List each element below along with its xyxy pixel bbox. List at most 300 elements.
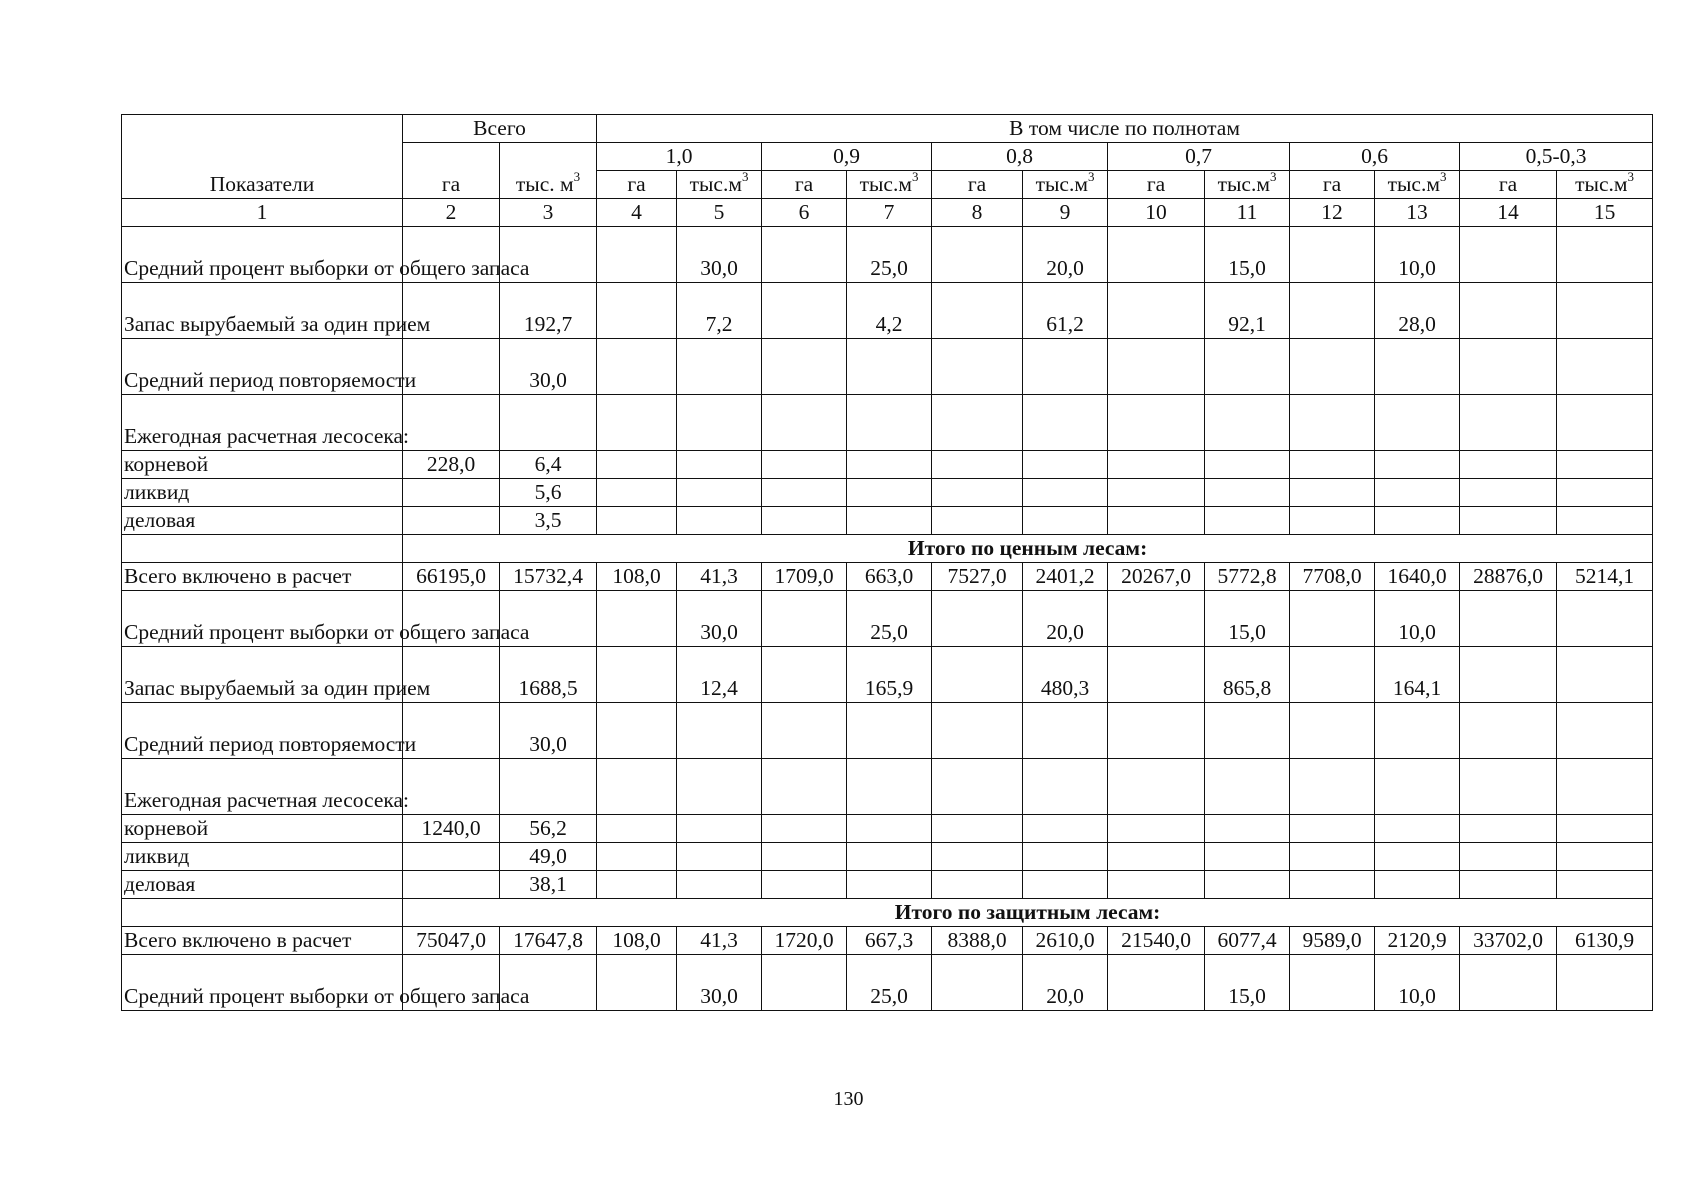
section-row	[122, 535, 1653, 563]
table-cell: 30,0	[677, 227, 762, 283]
table-cell: 20,0	[1023, 955, 1108, 1011]
table-cell	[677, 451, 762, 479]
table-cell	[1290, 507, 1375, 535]
table-cell: 1709,0	[762, 563, 847, 591]
table-cell	[1205, 395, 1290, 451]
table-cell	[762, 591, 847, 647]
table-cell	[1557, 479, 1653, 507]
table-cell: 30,0	[677, 591, 762, 647]
table-cell	[1023, 843, 1108, 871]
table-cell	[762, 479, 847, 507]
table-cell: 92,1	[1205, 283, 1290, 339]
table-cell	[1460, 843, 1557, 871]
table-body	[122, 115, 1653, 1011]
table-cell	[1375, 843, 1460, 871]
column-number: 8	[932, 199, 1023, 227]
table-cell: 10,0	[1375, 227, 1460, 283]
table-cell	[1023, 871, 1108, 899]
table-cell	[1290, 227, 1375, 283]
table-cell	[500, 759, 597, 815]
header-row-1	[122, 115, 1653, 143]
density-header: 1,0	[597, 143, 762, 171]
table-cell	[1205, 843, 1290, 871]
table-cell: 7527,0	[932, 563, 1023, 591]
table-cell	[1375, 395, 1460, 451]
table-row	[122, 451, 1653, 479]
unit-ha-cell: га	[597, 171, 677, 199]
density-header: 0,8	[932, 143, 1108, 171]
table-cell	[762, 395, 847, 451]
table-cell: 75047,0	[403, 927, 500, 955]
table-cell	[1557, 843, 1653, 871]
table-cell	[1108, 955, 1205, 1011]
table-cell	[677, 759, 762, 815]
table-cell	[1290, 451, 1375, 479]
table-cell: 108,0	[597, 927, 677, 955]
table-cell	[677, 843, 762, 871]
table-cell	[1205, 759, 1290, 815]
table-cell	[1023, 339, 1108, 395]
column-number: 14	[1460, 199, 1557, 227]
column-number: 3	[500, 199, 597, 227]
table-cell	[677, 871, 762, 899]
table-row	[122, 283, 1653, 339]
table-cell	[932, 227, 1023, 283]
indicators-header: Показатели	[122, 115, 403, 199]
table-row	[122, 479, 1653, 507]
table-cell	[403, 871, 500, 899]
row-label: Ежегодная расчетная лесосека:	[122, 395, 403, 451]
column-number: 5	[677, 199, 762, 227]
table-cell	[847, 871, 932, 899]
unit-volume-cell: $тыс.м^3$	[847, 171, 932, 199]
table-cell	[597, 703, 677, 759]
table-cell	[1557, 647, 1653, 703]
table-cell	[847, 479, 932, 507]
table-cell	[1023, 395, 1108, 451]
table-cell: 20,0	[1023, 591, 1108, 647]
table-cell: 15732,4	[500, 563, 597, 591]
column-number: 4	[597, 199, 677, 227]
table-cell	[1290, 815, 1375, 843]
table-cell	[1375, 507, 1460, 535]
table-cell	[1205, 871, 1290, 899]
table-cell: 5772,8	[1205, 563, 1290, 591]
table-cell	[597, 591, 677, 647]
table-row	[122, 843, 1653, 871]
table-cell: 61,2	[1023, 283, 1108, 339]
table-cell	[762, 815, 847, 843]
table-cell	[1108, 815, 1205, 843]
row-label: Запас вырубаемый за один прием	[122, 647, 403, 703]
table-cell	[762, 339, 847, 395]
row-label: Запас вырубаемый за один прием	[122, 283, 403, 339]
table-cell: 28,0	[1375, 283, 1460, 339]
table-cell	[932, 591, 1023, 647]
table-cell	[1460, 395, 1557, 451]
table-cell	[1205, 451, 1290, 479]
table-cell	[1460, 647, 1557, 703]
table-cell	[1108, 283, 1205, 339]
table-cell: 21540,0	[1108, 927, 1205, 955]
column-number: 2	[403, 199, 500, 227]
table-cell: 2610,0	[1023, 927, 1108, 955]
table-cell	[597, 227, 677, 283]
table-cell	[1557, 507, 1653, 535]
section-title: Итого по ценным лесам:	[403, 535, 1653, 563]
table-cell	[597, 395, 677, 451]
column-number: 12	[1290, 199, 1375, 227]
table-cell	[597, 339, 677, 395]
unit-ha-cell: га	[762, 171, 847, 199]
table-cell	[1023, 703, 1108, 759]
table-cell: 30,0	[677, 955, 762, 1011]
table-cell	[1460, 283, 1557, 339]
table-cell: 17647,8	[500, 927, 597, 955]
table-cell	[1460, 703, 1557, 759]
table-cell: 2401,2	[1023, 563, 1108, 591]
table-cell	[500, 395, 597, 451]
table-cell	[403, 395, 500, 451]
table-cell	[847, 815, 932, 843]
table-cell	[1460, 955, 1557, 1011]
table-row	[122, 955, 1653, 1011]
table-cell	[932, 479, 1023, 507]
table-cell	[1557, 339, 1653, 395]
table-cell: 7,2	[677, 283, 762, 339]
table-cell	[403, 339, 500, 395]
table-cell	[1375, 815, 1460, 843]
total-header: Всего	[403, 115, 597, 143]
unit-volume-cell: $тыс.м^3$	[1205, 171, 1290, 199]
table-cell	[1460, 871, 1557, 899]
table-cell	[597, 507, 677, 535]
table-cell	[1108, 395, 1205, 451]
table-cell	[1460, 507, 1557, 535]
table-row	[122, 395, 1653, 451]
table-cell	[1460, 227, 1557, 283]
table-cell	[1205, 339, 1290, 395]
row-label: ликвид	[122, 843, 403, 871]
table-cell	[1290, 591, 1375, 647]
table-cell	[1108, 759, 1205, 815]
table-cell	[403, 843, 500, 871]
table-cell: 192,7	[500, 283, 597, 339]
table-cell: 15,0	[1205, 227, 1290, 283]
table-cell	[597, 843, 677, 871]
total-volume-header: тыс. $м^3$	[500, 143, 597, 199]
table-cell	[1460, 591, 1557, 647]
table-cell	[1108, 703, 1205, 759]
column-number: 10	[1108, 199, 1205, 227]
column-number: 1	[122, 199, 403, 227]
row-label: деловая	[122, 871, 403, 899]
unit-ha-cell: га	[1108, 171, 1205, 199]
table-cell: 1688,5	[500, 647, 597, 703]
table-cell: 5214,1	[1557, 563, 1653, 591]
table-cell	[1290, 871, 1375, 899]
table-cell: 6130,9	[1557, 927, 1653, 955]
row-label: Ежегодная расчетная лесосека:	[122, 759, 403, 815]
table-cell	[762, 955, 847, 1011]
table-cell	[1557, 871, 1653, 899]
row-label: Всего включено в расчет	[122, 563, 403, 591]
table-cell	[677, 815, 762, 843]
row-label: Всего включено в расчет	[122, 927, 403, 955]
table-cell	[1557, 451, 1653, 479]
table-cell	[1557, 227, 1653, 283]
row-label: Средний период повторяемости	[122, 339, 403, 395]
table-cell: 480,3	[1023, 647, 1108, 703]
table-cell: 10,0	[1375, 955, 1460, 1011]
table-row	[122, 759, 1653, 815]
table-cell	[762, 843, 847, 871]
table-row	[122, 507, 1653, 535]
table-row	[122, 871, 1653, 899]
table-cell	[932, 703, 1023, 759]
table-cell: 41,3	[677, 927, 762, 955]
table-cell: 663,0	[847, 563, 932, 591]
table-cell	[1108, 227, 1205, 283]
table-row	[122, 563, 1653, 591]
table-cell	[1460, 479, 1557, 507]
table-cell: 28876,0	[1460, 563, 1557, 591]
table-cell	[1290, 479, 1375, 507]
table-cell	[597, 479, 677, 507]
unit-ha-cell: га	[932, 171, 1023, 199]
table-cell	[403, 703, 500, 759]
table-cell	[1557, 759, 1653, 815]
table-cell	[762, 647, 847, 703]
column-number: 7	[847, 199, 932, 227]
table-cell	[1290, 703, 1375, 759]
table-cell	[847, 843, 932, 871]
table-cell	[932, 871, 1023, 899]
table-cell	[597, 647, 677, 703]
table-cell	[1205, 815, 1290, 843]
table-cell	[1557, 395, 1653, 451]
table-cell	[762, 759, 847, 815]
column-number: 11	[1205, 199, 1290, 227]
column-number: 6	[762, 199, 847, 227]
table-cell: 2120,9	[1375, 927, 1460, 955]
unit-ha-cell: га	[1460, 171, 1557, 199]
table-cell	[597, 283, 677, 339]
table-cell: 865,8	[1205, 647, 1290, 703]
table-cell	[597, 871, 677, 899]
table-cell	[1290, 843, 1375, 871]
table-cell	[932, 451, 1023, 479]
by-density-header: В том числе по полнотам	[597, 115, 1653, 143]
table-cell	[597, 451, 677, 479]
table-cell	[762, 507, 847, 535]
table-cell	[847, 339, 932, 395]
table-cell	[932, 395, 1023, 451]
row-label: Средний процент выборки от общего запаса	[122, 955, 403, 1011]
row-label: Средний процент выборки от общего запаса	[122, 591, 403, 647]
row-label: деловая	[122, 507, 403, 535]
section-row	[122, 899, 1653, 927]
table-cell	[597, 815, 677, 843]
table-cell: 15,0	[1205, 955, 1290, 1011]
table-cell	[1290, 283, 1375, 339]
column-number: 15	[1557, 199, 1653, 227]
table-cell	[847, 507, 932, 535]
density-header: 0,6	[1290, 143, 1460, 171]
table-cell	[1108, 591, 1205, 647]
unit-ha-cell: га	[1290, 171, 1375, 199]
table-cell: 1240,0	[403, 815, 500, 843]
table-cell	[1108, 339, 1205, 395]
unit-volume-cell: $тыс.м^3$	[1023, 171, 1108, 199]
table-cell	[762, 283, 847, 339]
table-cell	[762, 703, 847, 759]
table-cell	[1023, 451, 1108, 479]
table-cell	[1375, 451, 1460, 479]
table-cell	[403, 479, 500, 507]
table-cell	[1460, 451, 1557, 479]
table-cell: 108,0	[597, 563, 677, 591]
column-number: 9	[1023, 199, 1108, 227]
table-cell	[1023, 479, 1108, 507]
table-cell	[1290, 395, 1375, 451]
table-cell: 49,0	[500, 843, 597, 871]
table-cell: 38,1	[500, 871, 597, 899]
table-cell	[932, 647, 1023, 703]
table-cell	[932, 283, 1023, 339]
table-cell	[932, 843, 1023, 871]
table-cell	[1205, 703, 1290, 759]
table-cell: 6,4	[500, 451, 597, 479]
table-cell: 25,0	[847, 227, 932, 283]
table-cell	[932, 815, 1023, 843]
table-cell	[1108, 871, 1205, 899]
table-cell	[1460, 339, 1557, 395]
unit-volume-cell: $тыс.м^3$	[1557, 171, 1653, 199]
table-cell	[1290, 759, 1375, 815]
table-cell	[1557, 815, 1653, 843]
table-cell	[1205, 479, 1290, 507]
unit-volume-cell: $тыс.м^3$	[1375, 171, 1460, 199]
table-cell	[932, 955, 1023, 1011]
row-label: Средний период повторяемости	[122, 703, 403, 759]
table-cell: 12,4	[677, 647, 762, 703]
table-cell: 6077,4	[1205, 927, 1290, 955]
table-cell: 41,3	[677, 563, 762, 591]
row-label: Средний процент выборки от общего запаса	[122, 227, 403, 283]
section-title: Итого по защитным лесам:	[403, 899, 1653, 927]
table-cell	[1375, 703, 1460, 759]
row-label: корневой	[122, 815, 403, 843]
table-cell	[1290, 955, 1375, 1011]
table-cell	[1557, 591, 1653, 647]
table-row	[122, 227, 1653, 283]
density-header: 0,5-0,3	[1460, 143, 1653, 171]
table-cell	[677, 479, 762, 507]
table-cell: 20,0	[1023, 227, 1108, 283]
table-row	[122, 647, 1653, 703]
table-cell	[677, 703, 762, 759]
table-row	[122, 591, 1653, 647]
table-cell	[1023, 759, 1108, 815]
total-ha-header: га	[403, 143, 500, 199]
table-cell: 56,2	[500, 815, 597, 843]
table-cell: 4,2	[847, 283, 932, 339]
table-cell	[1375, 339, 1460, 395]
table-cell: 165,9	[847, 647, 932, 703]
table-cell	[1290, 647, 1375, 703]
table-cell	[677, 507, 762, 535]
table-cell: 1640,0	[1375, 563, 1460, 591]
density-header: 0,9	[762, 143, 932, 171]
table-row	[122, 927, 1653, 955]
section-empty-cell	[122, 535, 403, 563]
table-cell	[1460, 759, 1557, 815]
table-cell	[762, 871, 847, 899]
table-cell	[1108, 451, 1205, 479]
table-cell	[597, 759, 677, 815]
table-cell	[403, 759, 500, 815]
table-cell	[1375, 759, 1460, 815]
table-cell	[1108, 843, 1205, 871]
table-cell: 30,0	[500, 339, 597, 395]
table-cell: 25,0	[847, 955, 932, 1011]
table-cell	[847, 451, 932, 479]
table-cell	[932, 507, 1023, 535]
table-cell	[677, 395, 762, 451]
forest-table	[121, 114, 1653, 1011]
table-cell: 3,5	[500, 507, 597, 535]
table-cell	[1557, 955, 1653, 1011]
table-cell: 164,1	[1375, 647, 1460, 703]
table-cell	[597, 955, 677, 1011]
column-number: 13	[1375, 199, 1460, 227]
table-cell	[762, 451, 847, 479]
table-cell	[1108, 479, 1205, 507]
table-cell: 8388,0	[932, 927, 1023, 955]
table-cell	[847, 759, 932, 815]
table-cell: 1720,0	[762, 927, 847, 955]
unit-volume-cell: $тыс.м^3$	[677, 171, 762, 199]
table-row	[122, 815, 1653, 843]
table-cell: 20267,0	[1108, 563, 1205, 591]
header-row-numbers	[122, 199, 1653, 227]
table-cell: 7708,0	[1290, 563, 1375, 591]
table-cell	[1023, 815, 1108, 843]
table-cell	[1460, 815, 1557, 843]
table-row	[122, 703, 1653, 759]
table-cell	[1557, 703, 1653, 759]
section-empty-cell	[122, 899, 403, 927]
table-cell	[1108, 647, 1205, 703]
table-cell	[1375, 479, 1460, 507]
table-cell	[677, 339, 762, 395]
table-cell: 25,0	[847, 591, 932, 647]
table-cell: 66195,0	[403, 563, 500, 591]
table-cell: 30,0	[500, 703, 597, 759]
table-cell	[1023, 507, 1108, 535]
table-cell: 9589,0	[1290, 927, 1375, 955]
table-row	[122, 339, 1653, 395]
table-cell	[1290, 339, 1375, 395]
table-cell: 667,3	[847, 927, 932, 955]
row-label: корневой	[122, 451, 403, 479]
table-cell: 10,0	[1375, 591, 1460, 647]
table-cell: 33702,0	[1460, 927, 1557, 955]
density-header: 0,7	[1108, 143, 1290, 171]
table-cell	[1375, 871, 1460, 899]
table-cell	[403, 507, 500, 535]
